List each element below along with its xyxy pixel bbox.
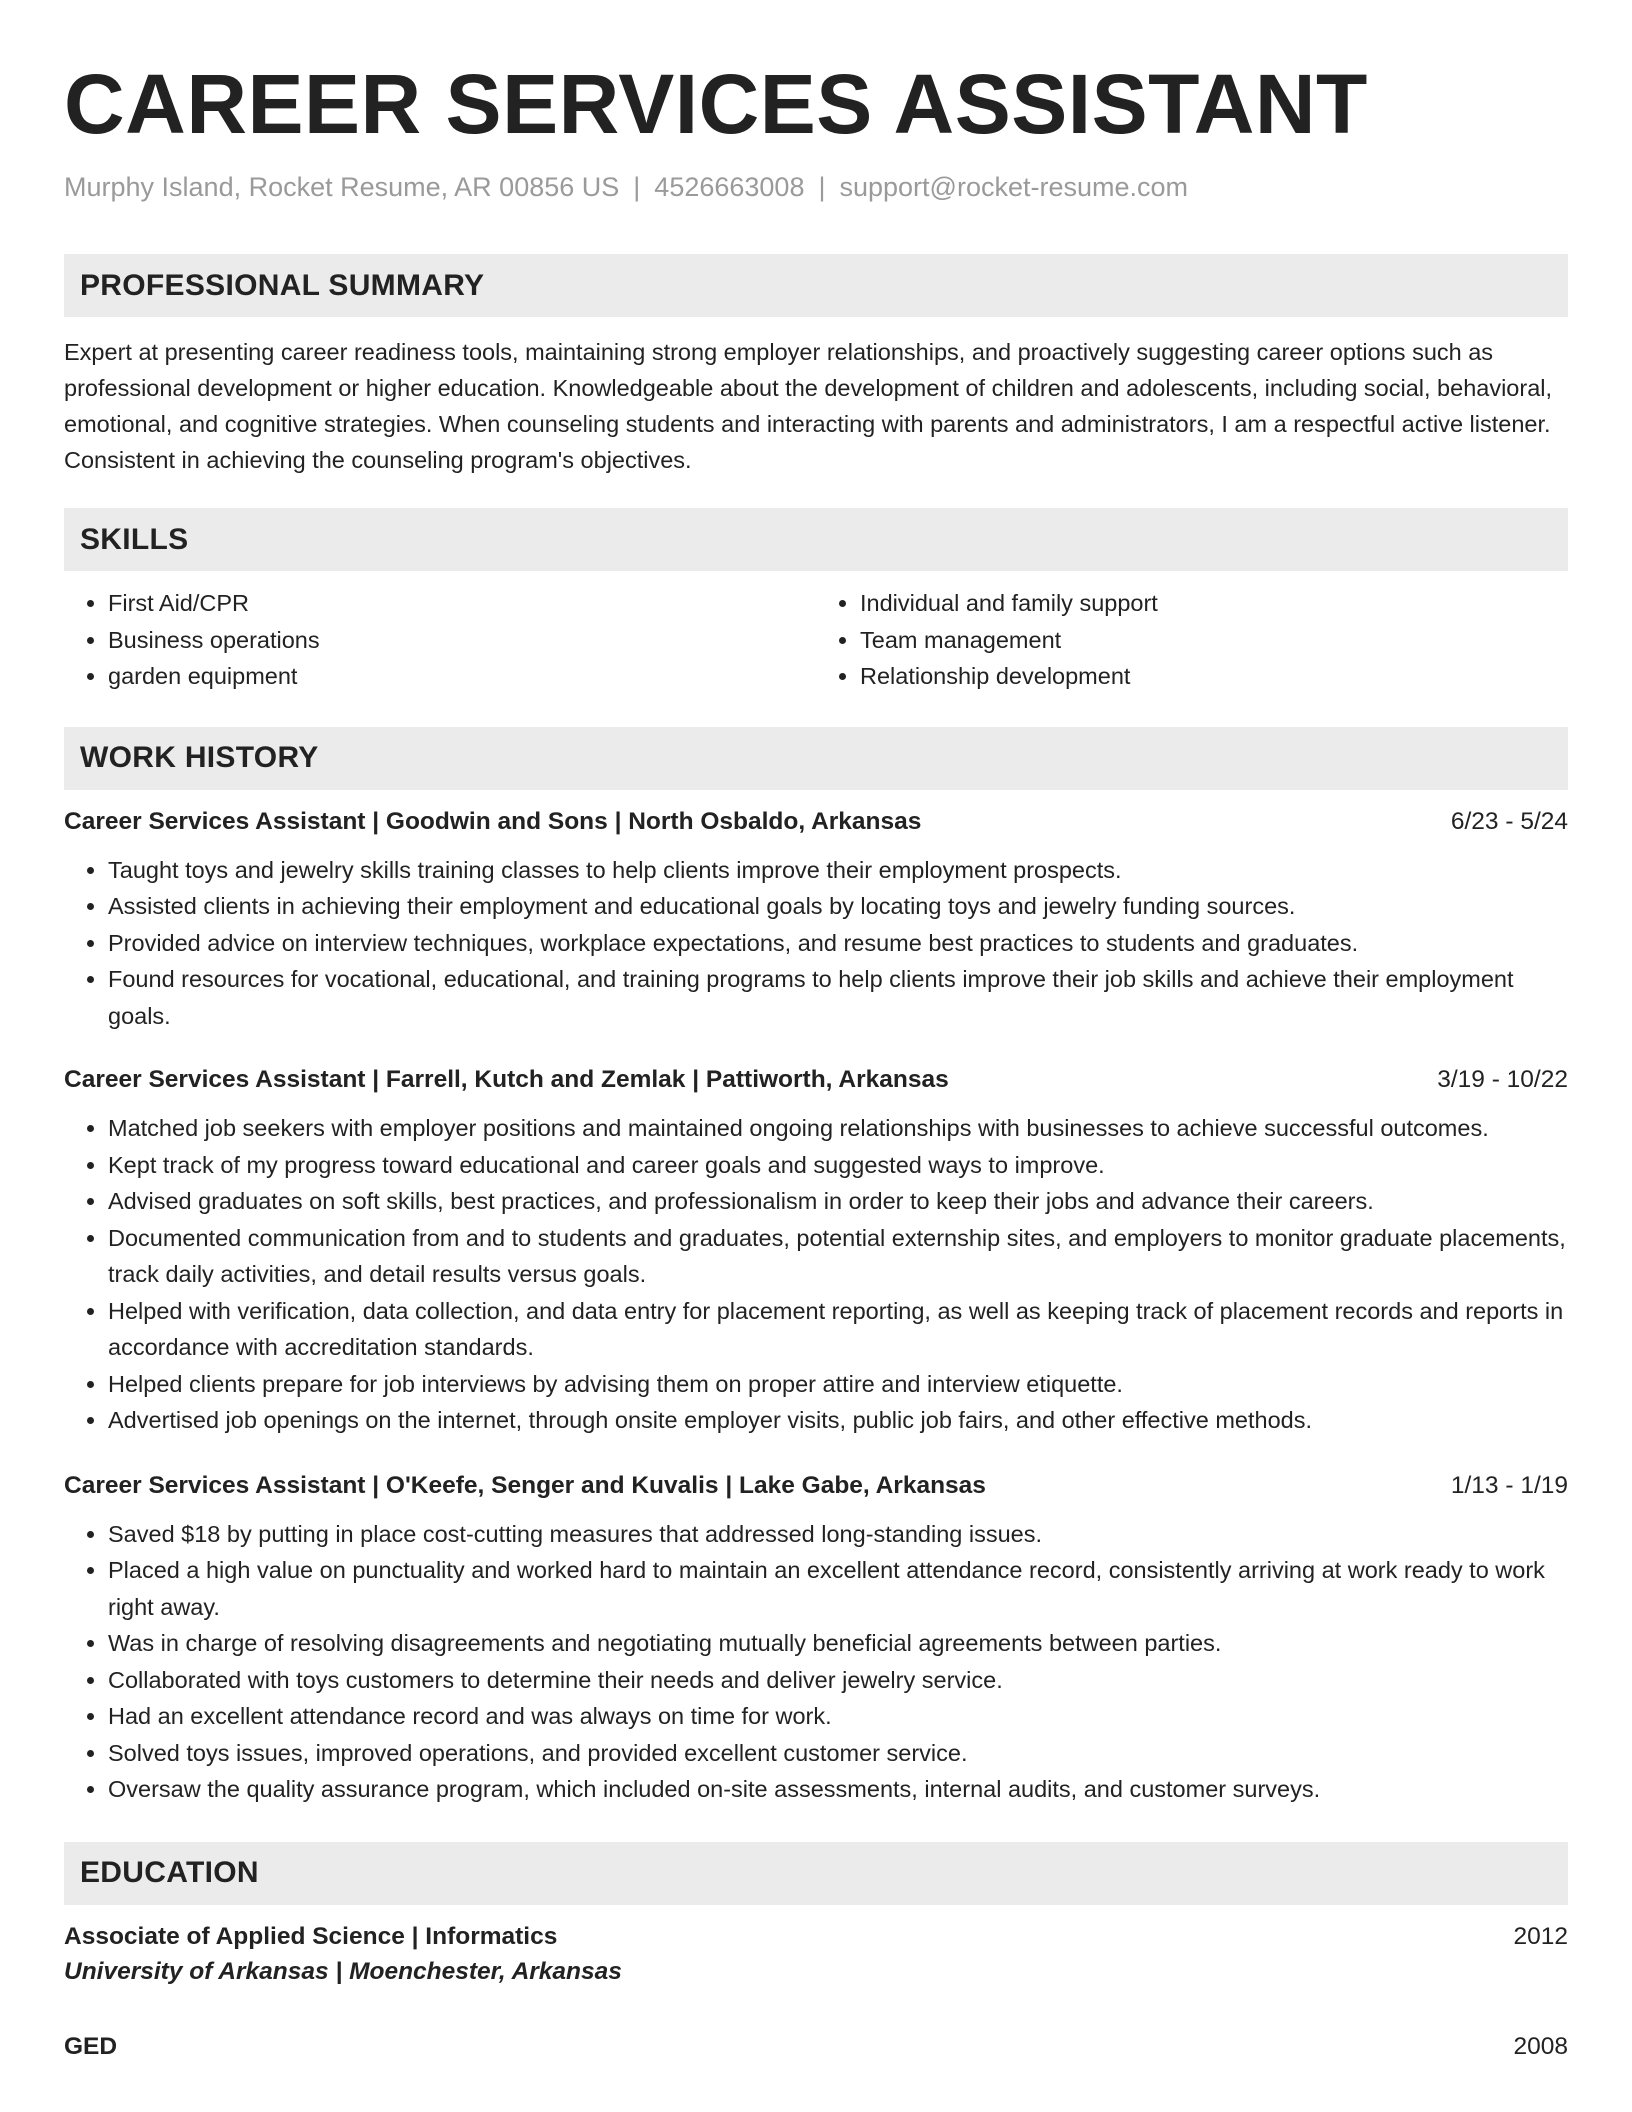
- skill-item: • First Aid/CPR: [108, 585, 816, 622]
- skills-column-right: [816, 585, 1568, 695]
- candidate-name: CAREER SERVICES ASSISTANT: [64, 57, 1368, 151]
- job-dates: 6/23 - 5/24: [1450, 807, 1568, 835]
- job-title: Career Services Assistant | O'Keefe, Senger and Kuvalis | Lake Gabe, Arkansas: [64, 1471, 986, 1499]
- professional-summary-text: Expert at presenting career readiness tools, maintaining strong employer relationships, and proactively suggesting career options such as professional development or higher education. Knowledgeable about the development of children and adolescents, including social, behavioral, emotional, and cognitive strategies. When counseling students and interacting with parents and administrators, I am a respectful active listener. Consistent in achieving the counseling program's objectives.: [64, 339, 1553, 473]
- education-year: 2008: [1513, 2032, 1568, 2060]
- job-bullet: • Had an excellent attendance record and was always on time for work.: [108, 1698, 1568, 1735]
- contact-address: Murphy Island, Rocket Resume, AR 00856 US: [64, 172, 620, 202]
- skill-item: • Team management: [860, 622, 1568, 659]
- education-year: 2012: [1513, 1922, 1568, 1950]
- job-header: [64, 805, 1568, 839]
- skill-item: • Individual and family support: [860, 585, 1568, 622]
- job-title: Career Services Assistant | Goodwin and Sons | North Osbaldo, Arkansas: [64, 807, 922, 835]
- education-header: [64, 1920, 1568, 1954]
- education-entry: [64, 1920, 1568, 1990]
- skill-item: • Relationship development: [860, 658, 1568, 695]
- job-bullet: • Assisted clients in achieving their employment and educational goals by locating toys and jewelry funding sources.: [108, 888, 1568, 925]
- education-degree: GED: [64, 2032, 118, 2060]
- skill-item: • garden equipment: [108, 658, 816, 695]
- job-bullet: • Found resources for vocational, educational, and training programs to help clients improve their job skills and achieve their employment goals.: [108, 961, 1568, 1034]
- job-bullet: • Matched job seekers with employer positions and maintained ongoing relationships with businesses to achieve successful outcomes.: [108, 1110, 1568, 1147]
- job-bullet: • Placed a high value on punctuality and worked hard to maintain an excellent attendance record, consistently arriving at work ready to work right away.: [108, 1552, 1568, 1625]
- job-bullets: [64, 1516, 1568, 1808]
- job-bullet: • Solved toys issues, improved operations, and provided excellent customer service.: [108, 1735, 1568, 1772]
- contact-phone: 4526663008: [654, 172, 805, 202]
- contact-email: support@rocket-resume.com: [839, 172, 1189, 202]
- skill-item: • Business operations: [108, 622, 816, 659]
- job-title: Career Services Assistant | Farrell, Kutch and Zemlak | Pattiworth, Arkansas: [64, 1066, 949, 1093]
- skills-list: [64, 585, 1568, 695]
- education-degree: Associate of Applied Science | Informatics: [64, 1922, 558, 1950]
- skills-column-left: [64, 585, 816, 695]
- job-bullet: • Helped clients prepare for job interviews by advising them on proper attire and interview etiquette.: [108, 1366, 1568, 1403]
- professional-summary-heading: PROFESSIONAL SUMMARY: [64, 254, 1568, 317]
- job-bullet: • Advised graduates on soft skills, best practices, and professionalism in order to keep their jobs and advance their careers.: [108, 1183, 1568, 1220]
- job-bullet: • Oversaw the quality assurance program, which included on-site assessments, internal audits, and customer surveys.: [108, 1771, 1568, 1808]
- job-bullet: • Advertised job openings on the internet, through onsite employer visits, public job fairs, and other effective methods.: [108, 1402, 1568, 1439]
- job-dates: 1/13 - 1/19: [1450, 1471, 1568, 1499]
- job-bullet: • Helped with verification, data collection, and data entry for placement reporting, as well as keeping track of placement records and reports in accordance with accreditation standards.: [108, 1293, 1568, 1366]
- job-dates: 3/19 - 10/22: [1437, 1066, 1568, 1093]
- job-bullet: • Documented communication from and to students and graduates, potential externship sites, and employers to monitor graduate placements, track daily activities, and detail results versus goals.: [108, 1220, 1568, 1293]
- job-entry: [64, 805, 1568, 1035]
- job-bullet: • Saved $18 by putting in place cost-cutting measures that addressed long-standing issues.: [108, 1516, 1568, 1553]
- work-history-heading: WORK HISTORY: [64, 727, 1568, 790]
- contact-separator: |: [818, 172, 826, 202]
- contact-separator: |: [633, 172, 641, 202]
- job-bullet: • Provided advice on interview techniques, workplace expectations, and resume best practices to students and graduates.: [108, 925, 1568, 962]
- education-entry: [64, 2030, 1568, 2064]
- job-bullets: [64, 1110, 1568, 1439]
- skills-heading: SKILLS: [64, 508, 1568, 571]
- job-bullet: • Collaborated with toys customers to determine their needs and deliver jewelry service.: [108, 1662, 1568, 1699]
- education-header: [64, 2030, 1568, 2064]
- job-bullet: • Was in charge of resolving disagreements and negotiating mutually beneficial agreements between parties.: [108, 1625, 1568, 1662]
- education-school: University of Arkansas | Moenchester, Arkansas: [64, 1957, 622, 1985]
- job-header: [64, 1063, 1568, 1097]
- job-entry: [64, 1063, 1568, 1439]
- job-bullet: • Taught toys and jewelry skills training classes to help clients improve their employment prospects.: [108, 852, 1568, 889]
- job-entry: [64, 1469, 1568, 1808]
- job-bullet: • Kept track of my progress toward educational and career goals and suggested ways to improve.: [108, 1147, 1568, 1184]
- job-header: [64, 1469, 1568, 1503]
- job-bullets: [64, 852, 1568, 1035]
- contact-line: [64, 170, 1568, 204]
- education-heading: EDUCATION: [64, 1842, 1568, 1905]
